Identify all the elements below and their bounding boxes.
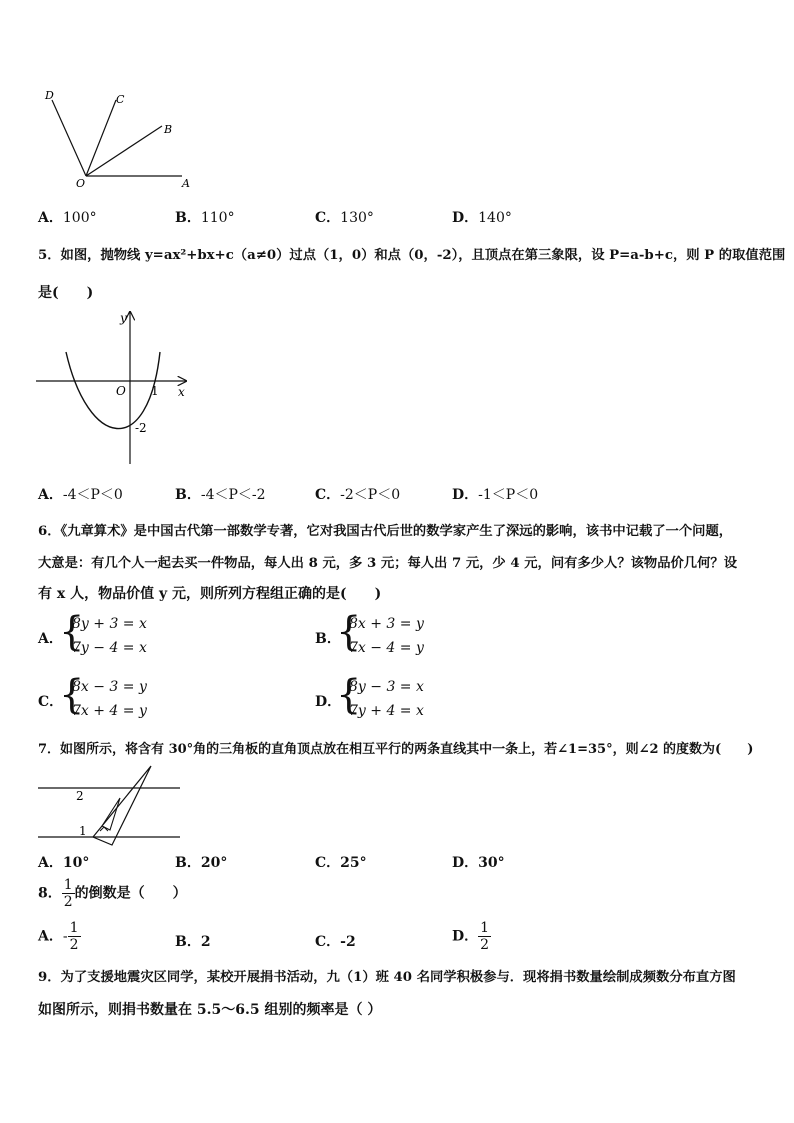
q6-option-a-eq1: 8y + 3 = x xyxy=(72,616,147,632)
q8-prefix: 8． xyxy=(38,885,62,902)
origin-label: O xyxy=(116,384,126,398)
q6-stem-line3: 有 x 人，物品价值 y 元，则所列方程组正确的是( ) xyxy=(38,586,382,602)
q7-option-b[interactable]: B．20° xyxy=(175,855,228,871)
q6-option-b-label[interactable]: B． xyxy=(315,631,341,647)
q6-option-a-eq2: 7y − 4 = x xyxy=(72,640,147,656)
q4-option-b[interactable]: B．110° xyxy=(175,210,235,226)
q6-option-c-system[interactable] xyxy=(72,675,147,723)
q8-suffix: 的倒数是（ ） xyxy=(74,885,187,902)
q8-option-b[interactable]: B．2 xyxy=(175,934,211,950)
q8-fraction: $\frac{1}{2}$ xyxy=(63,877,73,910)
q4-option-c[interactable]: C．130° xyxy=(315,210,374,226)
q5-stem-line2: 是( ) xyxy=(38,285,94,301)
q6-stem-line2: 大意是：有几个人一起去买一件物品，每人出 8 元，多 3 元；每人出 7 元，少 4 元，问有多少人？该物品价几何？设 xyxy=(38,556,737,571)
q6-option-b-eq2: 7x − 4 = y xyxy=(349,640,424,656)
q6-option-d-label[interactable]: D． xyxy=(315,694,342,710)
q9-stem-line1: 9．为了支援地震灾区同学，某校开展捐书活动，九（1）班 40 名同学积极参与．现将捐书数量绘制成频数分布直方图 xyxy=(38,970,736,985)
q7-triangle-figure xyxy=(36,764,186,846)
ray-od xyxy=(52,100,86,176)
q6-stem-line1: 6．《九章算术》是中国古代第一部数学专著，它对我国古代后世的数学家产生了深远的影响，该书中记载了一个问题， xyxy=(38,524,733,539)
q7-option-c[interactable]: C．25° xyxy=(315,855,367,871)
tick-label-minus-2: -2 xyxy=(135,421,147,435)
triangle-inner xyxy=(102,798,120,830)
q4-option-d[interactable]: D．140° xyxy=(452,210,512,226)
angle-1-label: 1 xyxy=(79,824,87,838)
q6-option-c-brace: { xyxy=(59,672,85,718)
q7-option-d[interactable]: D．30° xyxy=(452,855,505,871)
q6-option-a-system[interactable] xyxy=(72,612,147,660)
q8-stem xyxy=(38,877,187,910)
q4-option-a[interactable]: A．100° xyxy=(38,210,97,226)
q5-parabola-figure xyxy=(36,308,196,468)
q6-option-c-eq2: 7x + 4 = y xyxy=(72,703,147,719)
parabola-curve xyxy=(66,352,160,429)
q5-option-c[interactable]: C．-2＜P＜0 xyxy=(315,487,401,503)
triangle-outer xyxy=(93,766,151,845)
angle-2-label: 2 xyxy=(76,789,84,803)
q7-stem-line1: 7．如图所示，将含有 30°角的三角板的直角顶点放在相互平行的两条直线其中一条上，若∠1=35°，则∠2 的度数为( ) xyxy=(38,742,754,757)
label-o: O xyxy=(76,177,86,190)
label-b: B xyxy=(164,123,173,136)
ray-oc xyxy=(86,100,116,176)
q6-option-c-eq1: 8x − 3 = y xyxy=(72,679,147,695)
q9-stem-line2: 如图所示，则捐书数量在 5.5～6.5 组别的频率是（ ） xyxy=(38,1002,382,1018)
q6-option-a-brace: { xyxy=(59,609,85,655)
q7-option-a[interactable]: A．10° xyxy=(38,855,90,871)
q5-option-b[interactable]: B．-4＜P＜-2 xyxy=(175,487,266,503)
q6-option-b-system[interactable] xyxy=(349,612,424,660)
y-axis-label: y xyxy=(120,311,127,325)
q8-option-c[interactable]: C．-2 xyxy=(315,934,356,950)
q8-option-d[interactable]: D． $\frac{1}{2}$ xyxy=(452,920,490,953)
q6-option-d-eq2: 7y + 4 = x xyxy=(349,703,424,719)
label-c: C xyxy=(116,93,125,106)
q5-stem-line1: 5．如图，抛物线 y=ax²+bx+c（a≠0）过点（1，0）和点（0，-2），且顶点在第三象限，设 P=a-b+c，则 P 的取值范围 xyxy=(38,248,786,263)
q6-option-b-eq1: 8x + 3 = y xyxy=(349,616,424,632)
label-a: A xyxy=(182,177,190,190)
q6-option-d-system[interactable] xyxy=(349,675,424,723)
tick-label-1: 1 xyxy=(151,384,159,398)
q4-angle-figure xyxy=(36,86,206,192)
q6-option-d-eq1: 8y − 3 = x xyxy=(349,679,424,695)
q6-option-b-brace: { xyxy=(336,609,362,655)
ray-ob xyxy=(86,126,162,176)
x-axis-label: x xyxy=(178,385,185,399)
q6-option-d-brace: { xyxy=(336,672,362,718)
q6-option-a-label[interactable]: A． xyxy=(38,631,63,647)
label-d: D xyxy=(45,89,54,102)
q6-option-c-label[interactable]: C． xyxy=(38,694,64,710)
q5-option-a[interactable]: A．-4＜P＜0 xyxy=(38,487,123,503)
q5-option-d[interactable]: D．-1＜P＜0 xyxy=(452,487,539,503)
q8-option-a[interactable]: A．- $\frac{1}{2}$ xyxy=(38,920,79,953)
